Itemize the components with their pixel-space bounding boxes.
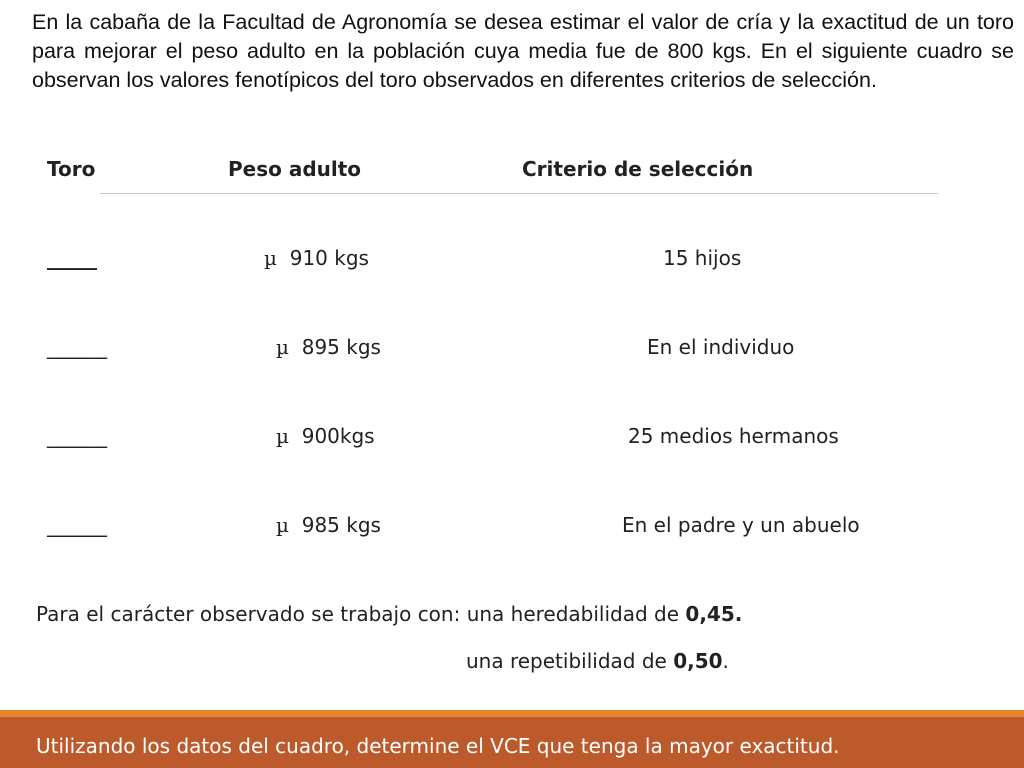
toro-blank: ______ bbox=[47, 424, 107, 448]
weight-cell bbox=[276, 424, 375, 448]
heritability-value: 0,45. bbox=[685, 602, 743, 626]
repeatability-period: . bbox=[722, 649, 729, 673]
mu-symbol: µ bbox=[264, 246, 277, 270]
header-criterio: Criterio de selección bbox=[522, 157, 754, 181]
toro-blank: ______ bbox=[47, 513, 107, 537]
weight-value: 985 kgs bbox=[301, 513, 381, 537]
criterion-cell: En el padre y un abuelo bbox=[622, 513, 860, 537]
repeatability-text: una repetibilidad de bbox=[466, 649, 674, 673]
weight-value: 895 kgs bbox=[301, 335, 381, 359]
mu-symbol: µ bbox=[276, 335, 289, 359]
criterion-cell: 15 hijos bbox=[663, 246, 742, 270]
header-divider bbox=[100, 193, 938, 194]
repeatability-line bbox=[466, 649, 729, 673]
mu-symbol: µ bbox=[276, 513, 289, 537]
toro-blank: _____ bbox=[47, 246, 97, 270]
mu-symbol: µ bbox=[276, 424, 289, 448]
toro-blank: ______ bbox=[47, 335, 107, 359]
weight-cell bbox=[264, 246, 369, 270]
footer-stripe bbox=[0, 710, 1024, 717]
header-toro: Toro bbox=[47, 157, 96, 181]
weight-value: 910 kgs bbox=[289, 246, 369, 270]
weight-cell bbox=[276, 335, 381, 359]
repeatability-value: 0,50 bbox=[673, 649, 723, 673]
heritability-line bbox=[36, 602, 742, 626]
header-peso-adulto: Peso adulto bbox=[228, 157, 362, 181]
criterion-cell: 25 medios hermanos bbox=[628, 424, 839, 448]
weight-cell bbox=[276, 513, 381, 537]
criterion-cell: En el individuo bbox=[647, 335, 795, 359]
intro-paragraph: En la cabaña de la Facultad de Agronomía se desea estimar el valor de cría y la exactitud de un toro para mejorar el peso adulto en la población cuya media fue de 800 kgs. En el siguiente cuadro se observan los valores fenotípicos del toro observados en diferentes criterios de selección. bbox=[32, 10, 1014, 92]
footer-question: Utilizando los datos del cuadro, determine el VCE que tenga la mayor exactitud. bbox=[36, 734, 840, 758]
weight-value: 900kgs bbox=[301, 424, 375, 448]
heritability-text: Para el carácter observado se trabajo con: una heredabilidad de bbox=[36, 602, 686, 626]
